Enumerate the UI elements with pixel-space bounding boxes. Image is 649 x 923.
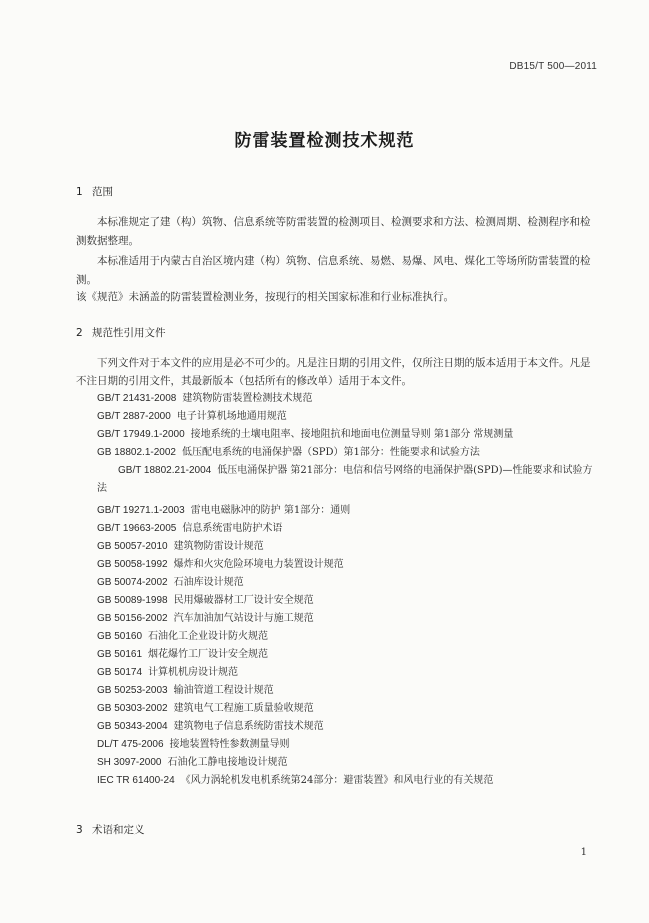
reference-item: GB/T 17949.1-2000 接地系统的土壤电阻率、接地阻抗和地面电位测量导则 第1部分 常规测量	[97, 429, 514, 440]
references-intro: 下列文件对于本文件的应用是必不可少的。凡是注日期的引用文件，仅所注日期的版本适用于本文件。凡是不注日期的引用文件，其最新版本（包括所有的修改单）适用于本文件。	[76, 357, 591, 387]
reference-list	[76, 390, 601, 790]
page-title: 防雷装置检测技术规范	[234, 131, 415, 151]
reference-item: GB/T 18802.21-2004 低压电涌保护器 第21部分：电信和信号网络的电涌保护器(SPD)—性能要求和试验方法	[97, 465, 593, 494]
page-number: 1	[580, 847, 587, 858]
reference-item: GB 50161 烟花爆竹工厂设计安全规范	[97, 649, 269, 660]
section-number: 2	[76, 327, 83, 339]
reference-item: GB 50156-2002 汽车加油加气站设计与施工规范	[97, 613, 314, 624]
reference-item: GB/T 19663-2005 信息系统雷电防护术语	[97, 523, 283, 534]
reference-item: GB 50174 计算机机房设计规范	[97, 667, 239, 678]
section-3-heading	[76, 822, 145, 837]
section-number: 1	[76, 186, 83, 198]
section-2-heading	[76, 325, 166, 340]
reference-item: GB/T 21431-2008 建筑物防雷装置检测技术规范	[97, 393, 313, 404]
section-number: 3	[76, 824, 83, 836]
reference-item: GB 50074-2002 石油库设计规范	[97, 577, 244, 588]
reference-item: GB 50160 石油化工企业设计防火规范	[97, 631, 269, 642]
reference-item: IEC TR 61400-24 《风力涡轮机发电机系统第24部分：避雷装置》和风电行业的有关规范	[97, 775, 494, 786]
reference-item: DL/T 475-2006 接地装置特性参数测量导则	[97, 739, 290, 750]
scope-paragraph-3: 该《规范》未涵盖的防雷装置检测业务，按现行的相关国家标准和行业标准执行。	[76, 291, 454, 303]
reference-item: SH 3097-2000 石油化工静电接地设计规范	[97, 757, 288, 768]
section-1-heading	[76, 184, 113, 199]
reference-item: GB 18802.1-2002 低压配电系统的电涌保护器（SPD）第1部分：性能要求和试验方法	[97, 447, 480, 458]
reference-item: GB 50089-1998 民用爆破器材工厂设计安全规范	[97, 595, 314, 606]
reference-item: GB/T 19271.1-2003 雷电电磁脉冲的防护 第1部分：通则	[97, 505, 351, 516]
reference-item: GB 50253-2003 输油管道工程设计规范	[97, 685, 274, 696]
scope-paragraph-2: 本标准适用于内蒙古自治区境内建（构）筑物、信息系统、易燃、易爆、风电、煤化工等场所防雷装置的检测。	[76, 255, 591, 286]
section-title: 范围	[92, 186, 113, 198]
reference-item: GB 50058-1992 爆炸和火灾危险环境电力装置设计规范	[97, 559, 344, 570]
reference-item: GB 50303-2002 建筑电气工程施工质量验收规范	[97, 703, 314, 714]
reference-item: GB 50343-2004 建筑物电子信息系统防雷技术规范	[97, 721, 324, 732]
section-title: 规范性引用文件	[92, 327, 166, 339]
reference-item: GB 50057-2010 建筑物防雷设计规范	[97, 541, 264, 552]
reference-item: GB/T 2887-2000 电子计算机场地通用规范	[97, 411, 287, 422]
scope-paragraph-1: 本标准规定了建（构）筑物、信息系统等防雷装置的检测项目、检测要求和方法、检测周期、检测程序和检测数据整理。	[76, 216, 591, 247]
section-title: 术语和定义	[92, 824, 145, 836]
standard-code: DB15/T 500—2011	[509, 61, 597, 72]
